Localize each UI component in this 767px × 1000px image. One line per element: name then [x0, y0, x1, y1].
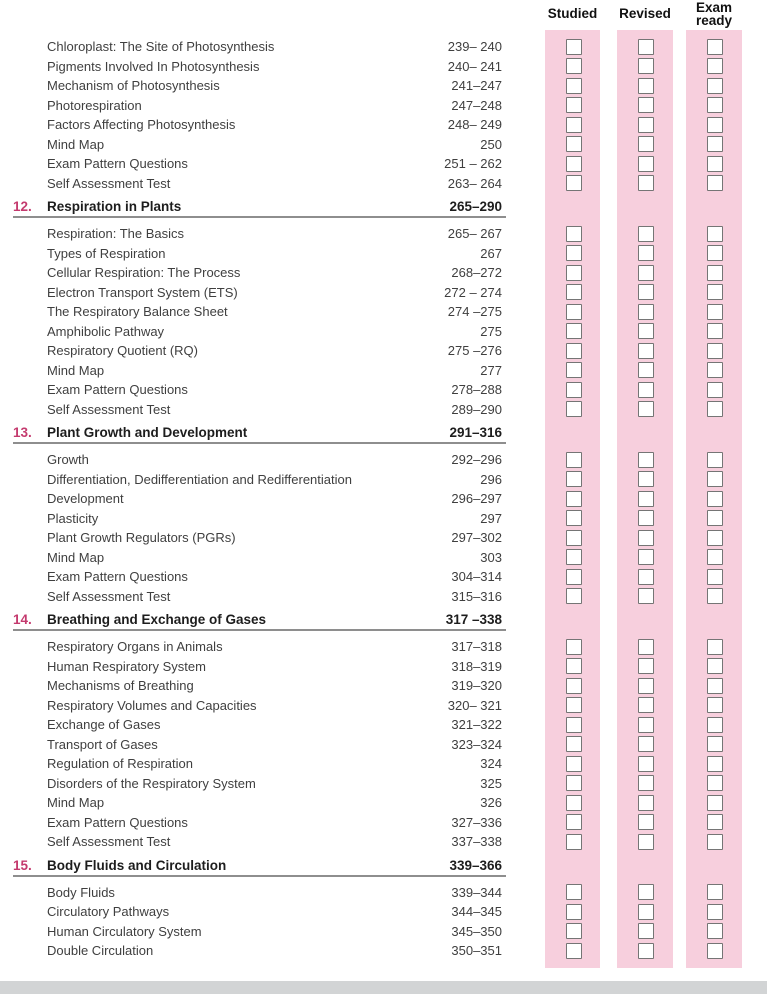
topic-row [0, 587, 767, 607]
topic-title: Body Fluids [47, 884, 115, 900]
topic-title: Self Assessment Test [47, 588, 171, 604]
topic-page-range: 323–324 [451, 736, 502, 752]
topic-page-range: 326 [480, 795, 502, 811]
topic-row [0, 509, 767, 529]
topic-page-range: 265– 267 [447, 226, 502, 242]
chapter-heading-row [0, 852, 767, 877]
revised-checkbox[interactable] [638, 39, 654, 55]
revised-checkbox[interactable] [638, 814, 654, 830]
studied-checkbox[interactable] [566, 39, 582, 55]
revised-checkbox[interactable] [638, 658, 654, 674]
topic-page-range: 318–319 [451, 658, 502, 674]
chapter-page-range: 339–366 [449, 857, 502, 873]
studied-checkbox[interactable] [566, 717, 582, 733]
exam-ready-checkbox[interactable] [707, 491, 723, 507]
topic-page-range: 303 [480, 549, 502, 565]
topic-page-range: 327–336 [451, 814, 502, 830]
revised-checkbox[interactable] [638, 775, 654, 791]
chapter-page-range: 317 –338 [445, 612, 502, 627]
revised-checkbox[interactable] [638, 756, 654, 772]
topic-page-range: 325 [480, 775, 502, 791]
exam-ready-checkbox[interactable] [707, 175, 723, 191]
topic-row [0, 115, 767, 135]
topic-row [0, 883, 767, 903]
topic-page-range: 275 [480, 323, 502, 339]
topic-row [0, 941, 767, 961]
exam-ready-checkbox[interactable] [707, 658, 723, 674]
studied-checkbox[interactable] [566, 382, 582, 398]
studied-checkbox[interactable] [566, 117, 582, 133]
topic-title: Development [47, 491, 124, 507]
revised-checkbox[interactable] [638, 401, 654, 417]
topic-title: Respiration: The Basics [47, 226, 185, 242]
studied-checkbox[interactable] [566, 658, 582, 674]
chapter-heading-rule [13, 216, 506, 218]
topic-page-range: 250 [480, 136, 502, 152]
topic-row [0, 96, 767, 116]
exam-ready-checkbox[interactable] [707, 814, 723, 830]
revised-checkbox[interactable] [638, 323, 654, 339]
studied-checkbox[interactable] [566, 884, 582, 900]
chapter-number: 14. [13, 612, 32, 627]
topic-page-range: 337–338 [451, 834, 502, 850]
topic-row [0, 637, 767, 657]
topic-page-range: 304–314 [451, 569, 502, 585]
chapter-title: Plant Growth and Development [47, 425, 248, 440]
chapter-title: Body Fluids and Circulation [47, 857, 227, 873]
revised-checkbox[interactable] [638, 884, 654, 900]
topic-row [0, 37, 767, 57]
topic-title: Exam Pattern Questions [47, 814, 188, 830]
topic-row [0, 380, 767, 400]
studied-checkbox[interactable] [566, 401, 582, 417]
exam-ready-checkbox[interactable] [707, 304, 723, 320]
topic-row [0, 263, 767, 283]
topic-row [0, 902, 767, 922]
chapter-number: 12. [13, 199, 32, 214]
studied-checkbox[interactable] [566, 304, 582, 320]
exam-ready-checkbox[interactable] [707, 569, 723, 585]
revised-checkbox[interactable] [638, 736, 654, 752]
studied-checkbox[interactable] [566, 58, 582, 74]
revised-checkbox[interactable] [638, 304, 654, 320]
topic-row [0, 302, 767, 322]
chapter-heading-row [0, 606, 767, 631]
topic-page-range: 268–272 [451, 265, 502, 281]
chapter-number: 13. [13, 425, 32, 440]
topic-title: Pigments Involved In Photosynthesis [47, 58, 260, 74]
exam-ready-checkbox[interactable] [707, 362, 723, 378]
topic-title: Exam Pattern Questions [47, 382, 188, 398]
topic-page-range: 317–318 [451, 639, 502, 655]
exam-ready-checkbox[interactable] [707, 471, 723, 487]
exam-ready-checkbox[interactable] [707, 943, 723, 959]
topic-row [0, 528, 767, 548]
chapter-page-range: 291–316 [449, 425, 502, 440]
exam-ready-checkbox[interactable] [707, 884, 723, 900]
topic-title: Electron Transport System (ETS) [47, 284, 238, 300]
studied-checkbox[interactable] [566, 343, 582, 359]
topic-title: Plant Growth Regulators (PGRs) [47, 530, 236, 546]
revised-checkbox[interactable] [638, 923, 654, 939]
chapter-heading-row [0, 193, 767, 218]
studied-checkbox[interactable] [566, 775, 582, 791]
topic-title: Respiratory Quotient (RQ) [47, 343, 198, 359]
revised-checkbox[interactable] [638, 382, 654, 398]
chapter-section [0, 852, 767, 961]
revised-checkbox[interactable] [638, 678, 654, 694]
topic-page-range: 350–351 [451, 943, 502, 959]
topic-page-range: 272 – 274 [444, 284, 502, 300]
studied-checkbox[interactable] [566, 814, 582, 830]
studied-checkbox[interactable] [566, 549, 582, 565]
topic-row [0, 793, 767, 813]
exam-ready-header-line2: ready [695, 13, 733, 28]
studied-column-header: Studied [547, 6, 598, 21]
exam-ready-checkbox[interactable] [707, 639, 723, 655]
topic-title: Mind Map [47, 362, 105, 378]
topic-row [0, 400, 767, 420]
topic-row [0, 322, 767, 342]
topic-title: Growth [47, 452, 89, 468]
revised-checkbox[interactable] [638, 58, 654, 74]
topic-row [0, 57, 767, 77]
revised-checkbox[interactable] [638, 834, 654, 850]
studied-checkbox[interactable] [566, 756, 582, 772]
revised-checkbox[interactable] [638, 117, 654, 133]
exam-ready-checkbox[interactable] [707, 39, 723, 55]
topic-title: Human Respiratory System [47, 658, 206, 674]
topic-row [0, 774, 767, 794]
studied-checkbox[interactable] [566, 78, 582, 94]
studied-checkbox[interactable] [566, 943, 582, 959]
topic-title: Exchange of Gases [47, 717, 161, 733]
chapter-topics [0, 37, 767, 193]
studied-checkbox[interactable] [566, 834, 582, 850]
exam-ready-checkbox[interactable] [707, 775, 723, 791]
topic-page-range: 324 [480, 756, 502, 772]
page-bottom-bar [0, 981, 767, 994]
topic-title: Disorders of the Respiratory System [47, 775, 256, 791]
exam-ready-checkbox[interactable] [707, 382, 723, 398]
topic-row [0, 548, 767, 568]
studied-checkbox[interactable] [566, 175, 582, 191]
chapter-page-range: 265–290 [449, 199, 502, 214]
revised-checkbox[interactable] [638, 362, 654, 378]
topic-page-range: 241–247 [451, 78, 502, 94]
chapter-section [0, 193, 767, 419]
exam-ready-checkbox[interactable] [707, 510, 723, 526]
revised-checkbox[interactable] [638, 904, 654, 920]
topic-row [0, 76, 767, 96]
topic-page-range: 240– 241 [447, 58, 502, 74]
topic-title: Types of Respiration [47, 245, 166, 261]
exam-ready-checkbox[interactable] [707, 284, 723, 300]
topic-page-range: 247–248 [451, 97, 502, 113]
revised-checkbox[interactable] [638, 795, 654, 811]
topic-page-range: 296 [480, 471, 502, 487]
chapter-section [0, 37, 767, 193]
topic-title: Circulatory Pathways [47, 904, 170, 920]
topic-title: Self Assessment Test [47, 175, 171, 191]
topic-page-range: 296–297 [451, 491, 502, 507]
revised-checkbox[interactable] [638, 245, 654, 261]
exam-ready-checkbox[interactable] [707, 156, 723, 172]
topic-row [0, 450, 767, 470]
exam-ready-checkbox[interactable] [707, 588, 723, 604]
revised-checkbox[interactable] [638, 226, 654, 242]
exam-ready-checkbox[interactable] [707, 923, 723, 939]
exam-ready-checkbox[interactable] [707, 78, 723, 94]
topic-title: Mind Map [47, 136, 105, 152]
chapter-heading-rule [13, 629, 506, 631]
studied-checkbox[interactable] [566, 697, 582, 713]
revised-checkbox[interactable] [638, 471, 654, 487]
exam-ready-checkbox[interactable] [707, 58, 723, 74]
table-of-contents [0, 37, 767, 961]
topic-title: The Respiratory Balance Sheet [47, 304, 228, 320]
revised-checkbox[interactable] [638, 639, 654, 655]
studied-checkbox[interactable] [566, 323, 582, 339]
chapter-topics [0, 218, 767, 419]
revised-column-header: Revised [619, 6, 671, 21]
exam-ready-checkbox[interactable] [707, 756, 723, 772]
topic-title: Self Assessment Test [47, 401, 171, 417]
topic-row [0, 813, 767, 833]
topic-page-range: 274 –275 [447, 304, 502, 320]
topic-page-range: 289–290 [451, 401, 502, 417]
exam-ready-checkbox[interactable] [707, 549, 723, 565]
studied-checkbox[interactable] [566, 245, 582, 261]
topic-title: Double Circulation [47, 943, 154, 959]
topic-page-range: 239– 240 [447, 39, 502, 55]
topic-row [0, 244, 767, 264]
topic-row [0, 135, 767, 155]
studied-checkbox[interactable] [566, 923, 582, 939]
topic-row [0, 174, 767, 194]
studied-checkbox[interactable] [566, 569, 582, 585]
topic-row [0, 341, 767, 361]
topic-row [0, 224, 767, 244]
topic-title: Mind Map [47, 795, 105, 811]
revised-checkbox[interactable] [638, 549, 654, 565]
revised-checkbox[interactable] [638, 569, 654, 585]
studied-checkbox[interactable] [566, 226, 582, 242]
topic-page-range: 345–350 [451, 923, 502, 939]
revised-checkbox[interactable] [638, 452, 654, 468]
revised-checkbox[interactable] [638, 136, 654, 152]
exam-ready-checkbox[interactable] [707, 401, 723, 417]
studied-checkbox[interactable] [566, 136, 582, 152]
revised-checkbox[interactable] [638, 697, 654, 713]
studied-checkbox[interactable] [566, 736, 582, 752]
topic-row [0, 470, 767, 490]
studied-checkbox[interactable] [566, 362, 582, 378]
exam-ready-checkbox[interactable] [707, 265, 723, 281]
studied-checkbox[interactable] [566, 678, 582, 694]
topic-page-range: 339–344 [451, 884, 502, 900]
studied-checkbox[interactable] [566, 491, 582, 507]
topic-page-range: 297 [480, 510, 502, 526]
topic-title: Amphibolic Pathway [47, 323, 165, 339]
topic-page-range: 251 – 262 [444, 156, 502, 172]
topic-row [0, 735, 767, 755]
topic-row [0, 283, 767, 303]
topic-page-range: 263– 264 [447, 175, 502, 191]
revised-checkbox[interactable] [638, 530, 654, 546]
topic-page-range: 320– 321 [447, 697, 502, 713]
topic-title: Respiratory Organs in Animals [47, 639, 223, 655]
studied-checkbox[interactable] [566, 471, 582, 487]
revised-checkbox[interactable] [638, 265, 654, 281]
topic-row [0, 696, 767, 716]
revised-checkbox[interactable] [638, 175, 654, 191]
topic-title: Plasticity [47, 510, 99, 526]
topic-title: Cellular Respiration: The Process [47, 265, 241, 281]
topic-row [0, 154, 767, 174]
chapter-heading-row [0, 419, 767, 444]
topic-row [0, 754, 767, 774]
topic-title: Human Circulatory System [47, 923, 202, 939]
topic-title: Self Assessment Test [47, 834, 171, 850]
exam-ready-checkbox[interactable] [707, 834, 723, 850]
exam-ready-checkbox[interactable] [707, 226, 723, 242]
exam-ready-checkbox[interactable] [707, 530, 723, 546]
exam-ready-checkbox[interactable] [707, 117, 723, 133]
revised-checkbox[interactable] [638, 588, 654, 604]
exam-ready-checkbox[interactable] [707, 678, 723, 694]
exam-ready-checkbox[interactable] [707, 795, 723, 811]
exam-ready-checkbox[interactable] [707, 136, 723, 152]
topic-page-range: 275 –276 [447, 343, 502, 359]
studied-checkbox[interactable] [566, 510, 582, 526]
chapter-heading-rule [13, 875, 506, 877]
topic-row [0, 489, 767, 509]
revised-checkbox[interactable] [638, 78, 654, 94]
topic-page-range: 277 [480, 362, 502, 378]
topic-row [0, 715, 767, 735]
topic-title: Transport of Gases [47, 736, 158, 752]
studied-checkbox[interactable] [566, 904, 582, 920]
topic-title: Exam Pattern Questions [47, 156, 188, 172]
topic-page-range: 248– 249 [447, 117, 502, 133]
topic-row [0, 922, 767, 942]
exam-ready-column-header [686, 1, 742, 27]
topic-title: Photorespiration [47, 97, 142, 113]
studied-checkbox[interactable] [566, 530, 582, 546]
exam-ready-checkbox[interactable] [707, 97, 723, 113]
revised-checkbox[interactable] [638, 510, 654, 526]
chapter-topics [0, 877, 767, 961]
topic-title: Mechanism of Photosynthesis [47, 78, 220, 94]
studied-checkbox[interactable] [566, 588, 582, 604]
chapter-title: Respiration in Plants [47, 199, 182, 214]
topic-page-range: 319–320 [451, 678, 502, 694]
exam-ready-checkbox[interactable] [707, 452, 723, 468]
topic-title: Factors Affecting Photosynthesis [47, 117, 236, 133]
topic-title: Regulation of Respiration [47, 756, 193, 772]
exam-ready-checkbox[interactable] [707, 245, 723, 261]
topic-page-range: 344–345 [451, 904, 502, 920]
revised-checkbox[interactable] [638, 343, 654, 359]
exam-ready-checkbox[interactable] [707, 323, 723, 339]
exam-ready-checkbox[interactable] [707, 904, 723, 920]
studied-checkbox[interactable] [566, 265, 582, 281]
chapter-title: Breathing and Exchange of Gases [47, 612, 267, 627]
exam-ready-checkbox[interactable] [707, 697, 723, 713]
topic-page-range: 278–288 [451, 382, 502, 398]
topic-title: Exam Pattern Questions [47, 569, 188, 585]
topic-row [0, 832, 767, 852]
chapter-heading-rule [13, 442, 506, 444]
chapter-number: 15. [13, 857, 32, 873]
topic-page-range: 297–302 [451, 530, 502, 546]
topic-page-range: 315–316 [451, 588, 502, 604]
chapter-topics [0, 631, 767, 852]
studied-checkbox[interactable] [566, 97, 582, 113]
studied-checkbox[interactable] [566, 284, 582, 300]
topic-title: Mind Map [47, 549, 105, 565]
exam-ready-header-line1: Exam [695, 0, 733, 15]
topic-title: Respiratory Volumes and Capacities [47, 697, 257, 713]
topic-page-range: 292–296 [451, 452, 502, 468]
chapter-section [0, 419, 767, 606]
chapter-topics [0, 444, 767, 606]
revised-checkbox[interactable] [638, 156, 654, 172]
topic-row [0, 361, 767, 381]
revised-checkbox[interactable] [638, 943, 654, 959]
topic-title: Mechanisms of Breathing [47, 678, 194, 694]
topic-page-range: 267 [480, 245, 502, 261]
exam-ready-checkbox[interactable] [707, 343, 723, 359]
topic-row [0, 676, 767, 696]
chapter-section [0, 606, 767, 852]
revised-checkbox[interactable] [638, 97, 654, 113]
topic-page-range: 321–322 [451, 717, 502, 733]
revised-checkbox[interactable] [638, 284, 654, 300]
exam-ready-checkbox[interactable] [707, 717, 723, 733]
studied-checkbox[interactable] [566, 639, 582, 655]
studied-checkbox[interactable] [566, 156, 582, 172]
revised-checkbox[interactable] [638, 491, 654, 507]
topic-title: Chloroplast: The Site of Photosynthesis [47, 39, 275, 55]
studied-checkbox[interactable] [566, 452, 582, 468]
topic-row [0, 657, 767, 677]
topic-title: Differentiation, Dedifferentiation and Redifferentiation [47, 471, 352, 487]
topic-row [0, 567, 767, 587]
studied-checkbox[interactable] [566, 795, 582, 811]
revised-checkbox[interactable] [638, 717, 654, 733]
exam-ready-checkbox[interactable] [707, 736, 723, 752]
